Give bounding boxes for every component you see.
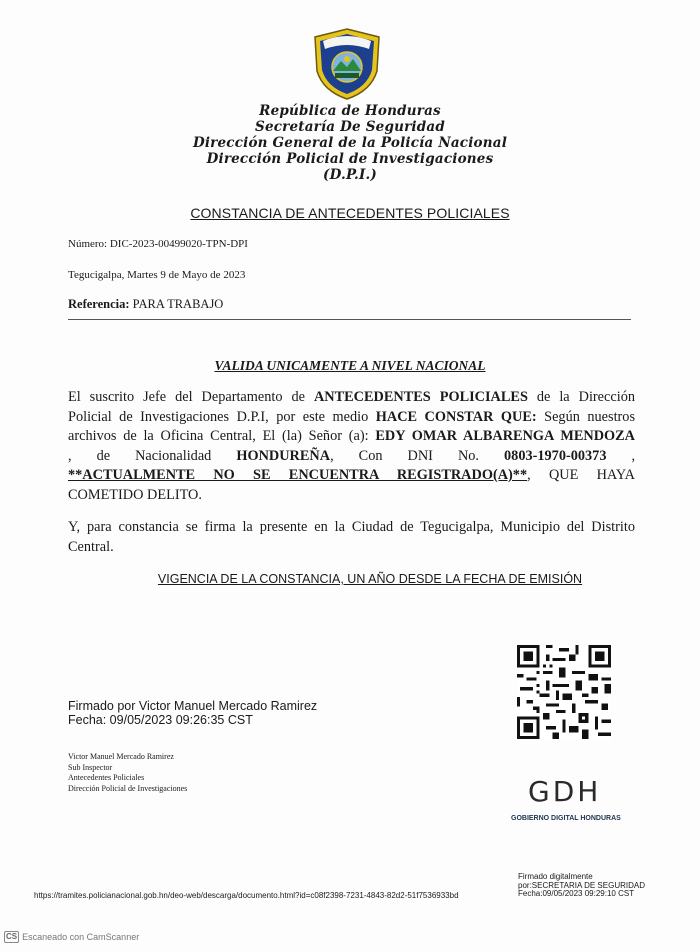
police-badge-icon	[311, 27, 383, 101]
body-text: de la Dirección	[536, 389, 635, 405]
numero-line	[68, 238, 248, 250]
referencia-value: PARA TRABAJO	[132, 297, 224, 311]
divider	[68, 319, 631, 320]
signatory-direction: Dirección Policial de Investigaciones	[68, 783, 188, 793]
document-title: CONSTANCIA DE ANTECEDENTES POLICIALES	[190, 205, 510, 221]
body-text: DNI	[407, 447, 433, 464]
body-text: , Con	[330, 447, 383, 464]
body-text: ,	[68, 447, 72, 464]
closing-paragraph	[68, 518, 635, 557]
numero-label: Número:	[68, 238, 108, 250]
header-direccion-general: Dirección General de la Policía Nacional	[192, 135, 508, 151]
signatory-block	[68, 752, 187, 794]
signed-block	[68, 699, 317, 727]
closing-line: Y, para constancia se firma la presente en la Ciudad de Tegucigalpa, Municipio del Distrito	[68, 519, 635, 535]
header-republic: República de Honduras	[259, 103, 441, 119]
header-dpi-abbr: (D.P.I.)	[323, 167, 377, 183]
vigencia-note: VIGENCIA DE LA CONSTANCIA, UN AÑO DESDE LA FECHA DE EMISIÓN	[157, 572, 583, 586]
body-text: El suscrito Jefe del Departamento de	[68, 389, 305, 405]
signatory-rank: Sub Inspector	[68, 762, 113, 772]
qr-code-icon	[517, 645, 611, 739]
date-line: Tegucigalpa, Martes 9 de Mayo de 2023	[68, 269, 246, 281]
digital-sign-line: por:SECRETARIA DE SEGURIDAD	[518, 880, 645, 890]
numero-value: DIC-2023-00499020-TPN-DPI	[109, 238, 248, 250]
body-text: COMETIDO DELITO.	[68, 486, 202, 503]
body-text: , QUE HAYA	[527, 467, 635, 483]
camscanner-icon: CS	[6, 932, 18, 941]
header-dpi: Dirección Policial de Investigaciones	[206, 151, 494, 167]
digital-sign-line: Fecha:09/05/2023 09:29:10 CST	[518, 889, 635, 898]
body-text: Según nuestros	[544, 408, 636, 425]
digital-sign-line: Firmado digitalmente	[518, 872, 593, 881]
status-statement: **ACTUALMENTE NO SE ENCUENTRA REGISTRADO(A)**	[68, 467, 528, 483]
scanner-text: Escaneado con CamScanner	[22, 932, 140, 942]
referencia-line	[68, 297, 223, 312]
scanner-footer	[4, 931, 139, 943]
body-text: Policial de Investigaciones D.P.I, por este medio	[68, 408, 369, 425]
closing-line: Central.	[68, 538, 114, 555]
signatory-dept: Antecedentes Policiales	[68, 773, 145, 782]
body-text: Nacionalidad	[135, 447, 212, 464]
body-text: No.	[457, 447, 480, 464]
nationality: HONDUREÑA	[236, 447, 331, 464]
digital-signature	[518, 873, 645, 899]
referencia-label: Referencia:	[68, 297, 130, 311]
body-text: ,	[631, 447, 636, 464]
valida-heading: VALIDA UNICAMENTE A NIVEL NACIONAL	[214, 358, 486, 373]
person-name: EDY OMAR ALBARENGA MENDOZA	[375, 428, 635, 444]
gdh-logo: GDH	[528, 775, 602, 808]
signed-by: Firmado por Victor Manuel Mercado Ramirez	[68, 699, 318, 713]
dni-number: 0803-1970-00373	[504, 447, 607, 464]
body-paragraph	[68, 388, 635, 505]
body-dept: ANTECEDENTES POLICIALES	[313, 389, 528, 405]
body-text: archivos de la Oficina Central, El (la) Señor (a):	[68, 428, 369, 444]
body-text: de	[96, 447, 111, 464]
signed-date: Fecha: 09/05/2023 09:26:35 CST	[68, 713, 253, 727]
header-secretaria: Secretaría De Seguridad	[255, 119, 445, 135]
gdh-caption: GOBIERNO DIGITAL HONDURAS	[511, 815, 621, 822]
verification-url[interactable]: https://tramites.policianacional.gob.hn/deo-web/descarga/documento.html?id=c08f2398-7231-4843-82d2-51f7536933bd	[34, 891, 459, 900]
signatory-name: Victor Manuel Mercado Ramirez	[68, 752, 174, 761]
body-hace-constar: HACE CONSTAR QUE:	[375, 408, 537, 425]
